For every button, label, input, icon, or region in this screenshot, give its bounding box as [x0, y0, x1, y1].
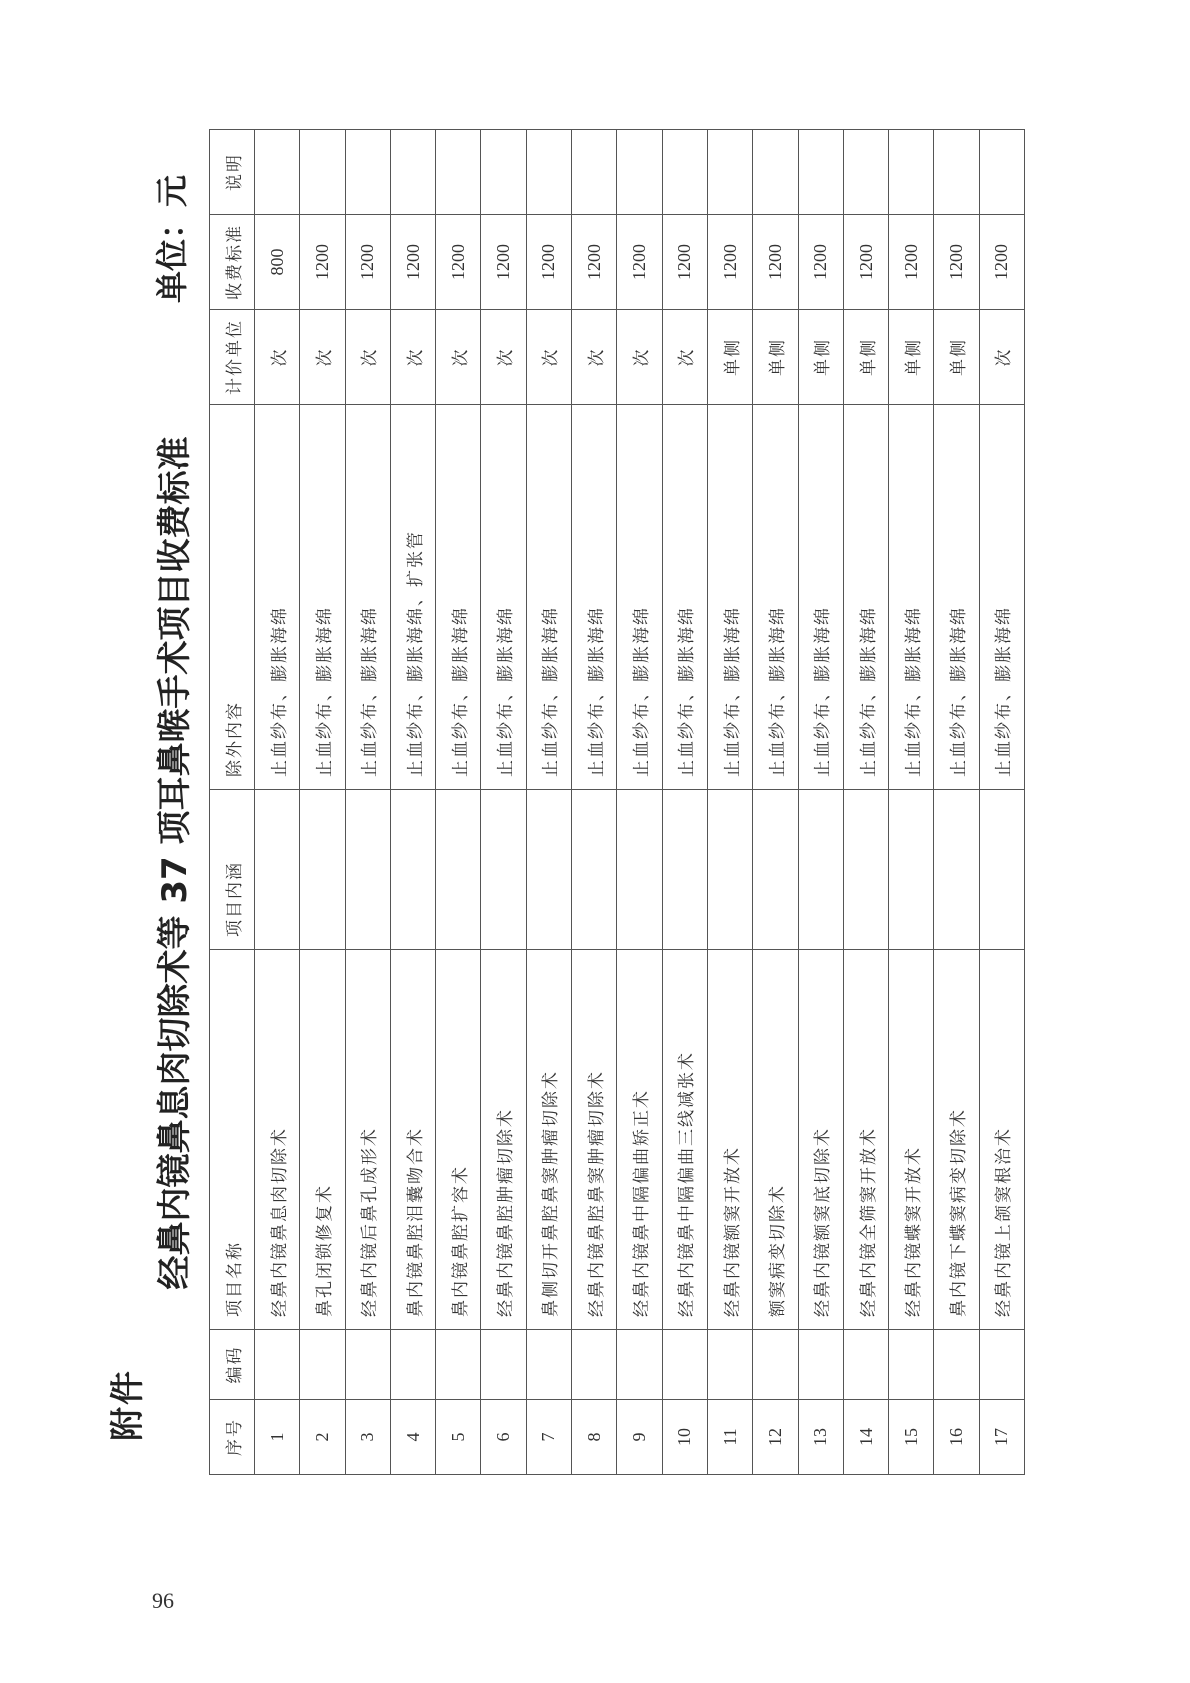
cell-connotation	[436, 790, 481, 950]
header-code: 编码	[210, 1330, 255, 1400]
cell-note	[345, 130, 390, 215]
cell-note	[481, 130, 526, 215]
cell-code	[436, 1330, 481, 1400]
header-excluded: 除外内容	[210, 405, 255, 790]
table-row	[707, 130, 752, 1475]
cell-fee: 1200	[979, 215, 1024, 310]
cell-connotation	[707, 790, 752, 950]
cell-note	[255, 130, 300, 215]
header-seq: 序号	[210, 1400, 255, 1475]
cell-name: 经鼻内镜鼻腔肿瘤切除术	[481, 950, 526, 1330]
cell-code	[662, 1330, 707, 1400]
cell-fee: 1200	[481, 215, 526, 310]
cell-code	[572, 1330, 617, 1400]
cell-connotation	[255, 790, 300, 950]
cell-seq: 3	[345, 1400, 390, 1475]
cell-seq: 2	[300, 1400, 345, 1475]
cell-connotation	[889, 790, 934, 950]
cell-seq: 15	[889, 1400, 934, 1475]
cell-fee: 1200	[300, 215, 345, 310]
cell-fee: 1200	[934, 215, 979, 310]
cell-fee: 1200	[662, 215, 707, 310]
cell-name: 鼻孔闭锁修复术	[300, 950, 345, 1330]
cell-code	[707, 1330, 752, 1400]
cell-name: 经鼻内镜蝶窦开放术	[889, 950, 934, 1330]
cell-unit: 次	[617, 310, 662, 405]
cell-unit: 次	[481, 310, 526, 405]
table-row	[481, 130, 526, 1475]
cell-seq: 10	[662, 1400, 707, 1475]
fee-table	[209, 129, 1025, 1475]
cell-connotation	[300, 790, 345, 950]
cell-note	[889, 130, 934, 215]
cell-note	[843, 130, 888, 215]
cell-fee: 1200	[707, 215, 752, 310]
header-note: 说明	[210, 130, 255, 215]
cell-seq: 13	[798, 1400, 843, 1475]
cell-unit: 单侧	[707, 310, 752, 405]
cell-excluded: 止血纱布、膨胀海绵	[798, 405, 843, 790]
header-fee: 收费标准	[210, 215, 255, 310]
cell-connotation	[753, 790, 798, 950]
cell-note	[526, 130, 571, 215]
table-row	[436, 130, 481, 1475]
cell-excluded: 止血纱布、膨胀海绵	[300, 405, 345, 790]
cell-name: 经鼻内镜全筛窦开放术	[843, 950, 888, 1330]
cell-name: 鼻内镜鼻腔泪囊吻合术	[390, 950, 435, 1330]
cell-connotation	[934, 790, 979, 950]
cell-excluded: 止血纱布、膨胀海绵	[979, 405, 1024, 790]
page-number: 96	[152, 1588, 174, 1613]
cell-seq: 1	[255, 1400, 300, 1475]
cell-note	[617, 130, 662, 215]
cell-name: 经鼻内镜后鼻孔成形术	[345, 950, 390, 1330]
cell-code	[481, 1330, 526, 1400]
cell-seq: 12	[753, 1400, 798, 1475]
header-connotation: 项目内涵	[210, 790, 255, 950]
table-row	[662, 130, 707, 1475]
cell-unit: 次	[979, 310, 1024, 405]
cell-note	[662, 130, 707, 215]
cell-name: 经鼻内镜额窦底切除术	[798, 950, 843, 1330]
cell-unit: 单侧	[753, 310, 798, 405]
cell-unit: 单侧	[798, 310, 843, 405]
cell-name: 经鼻内镜鼻中隔偏曲三线减张术	[662, 950, 707, 1330]
cell-name: 经鼻内镜上颌窦根治术	[979, 950, 1024, 1330]
cell-unit: 次	[300, 310, 345, 405]
cell-code	[345, 1330, 390, 1400]
cell-code	[889, 1330, 934, 1400]
cell-seq: 9	[617, 1400, 662, 1475]
table-row	[526, 130, 571, 1475]
table-row	[753, 130, 798, 1475]
annex-label: 附件	[108, 1369, 148, 1441]
cell-name: 额窦病变切除术	[753, 950, 798, 1330]
cell-name: 经鼻内镜额窦开放术	[707, 950, 752, 1330]
cell-excluded: 止血纱布、膨胀海绵	[255, 405, 300, 790]
cell-fee: 1200	[436, 215, 481, 310]
cell-seq: 8	[572, 1400, 617, 1475]
cell-seq: 17	[979, 1400, 1024, 1475]
cell-note	[798, 130, 843, 215]
cell-code	[979, 1330, 1024, 1400]
cell-excluded: 止血纱布、膨胀海绵	[345, 405, 390, 790]
cell-connotation	[526, 790, 571, 950]
cell-fee: 1200	[526, 215, 571, 310]
cell-fee: 800	[255, 215, 300, 310]
table-row	[300, 130, 345, 1475]
cell-excluded: 止血纱布、膨胀海绵	[526, 405, 571, 790]
cell-seq: 16	[934, 1400, 979, 1475]
cell-unit: 次	[526, 310, 571, 405]
cell-fee: 1200	[572, 215, 617, 310]
table-row	[255, 130, 300, 1475]
cell-connotation	[390, 790, 435, 950]
cell-note	[572, 130, 617, 215]
cell-excluded: 止血纱布、膨胀海绵、扩张管	[390, 405, 435, 790]
cell-excluded: 止血纱布、膨胀海绵	[707, 405, 752, 790]
table-row	[572, 130, 617, 1475]
cell-excluded: 止血纱布、膨胀海绵	[753, 405, 798, 790]
table-row	[390, 130, 435, 1475]
cell-note	[390, 130, 435, 215]
cell-unit: 单侧	[889, 310, 934, 405]
cell-note	[979, 130, 1024, 215]
cell-excluded: 止血纱布、膨胀海绵	[843, 405, 888, 790]
cell-seq: 11	[707, 1400, 752, 1475]
cell-unit: 次	[436, 310, 481, 405]
table-row	[843, 130, 888, 1475]
cell-code	[843, 1330, 888, 1400]
table-row	[934, 130, 979, 1475]
cell-name: 鼻内镜鼻腔扩容术	[436, 950, 481, 1330]
cell-note	[753, 130, 798, 215]
cell-name: 经鼻内镜鼻腔鼻窦肿瘤切除术	[572, 950, 617, 1330]
cell-connotation	[979, 790, 1024, 950]
cell-seq: 7	[526, 1400, 571, 1475]
cell-excluded: 止血纱布、膨胀海绵	[572, 405, 617, 790]
table-row	[979, 130, 1024, 1475]
cell-fee: 1200	[889, 215, 934, 310]
page-title: 经鼻内镜鼻息肉切除术等 37 项耳鼻喉手术项目收费标准	[155, 436, 195, 1290]
cell-unit: 次	[255, 310, 300, 405]
cell-note	[707, 130, 752, 215]
cell-fee: 1200	[617, 215, 662, 310]
cell-note	[300, 130, 345, 215]
cell-connotation	[798, 790, 843, 950]
cell-unit: 次	[390, 310, 435, 405]
table-row	[345, 130, 390, 1475]
cell-code	[300, 1330, 345, 1400]
header-name: 项目名称	[210, 950, 255, 1330]
cell-seq: 14	[843, 1400, 888, 1475]
cell-fee: 1200	[345, 215, 390, 310]
cell-unit: 次	[345, 310, 390, 405]
cell-fee: 1200	[390, 215, 435, 310]
cell-connotation	[617, 790, 662, 950]
cell-code	[934, 1330, 979, 1400]
cell-excluded: 止血纱布、膨胀海绵	[481, 405, 526, 790]
cell-connotation	[345, 790, 390, 950]
cell-note	[436, 130, 481, 215]
cell-seq: 6	[481, 1400, 526, 1475]
cell-connotation	[481, 790, 526, 950]
header-unit: 计价单位	[210, 310, 255, 405]
table-row	[889, 130, 934, 1475]
cell-excluded: 止血纱布、膨胀海绵	[662, 405, 707, 790]
cell-code	[753, 1330, 798, 1400]
cell-fee: 1200	[843, 215, 888, 310]
cell-code	[798, 1330, 843, 1400]
cell-connotation	[572, 790, 617, 950]
cell-name: 鼻内镜下蝶窦病变切除术	[934, 950, 979, 1330]
cell-name: 鼻侧切开鼻腔鼻窦肿瘤切除术	[526, 950, 571, 1330]
table-body	[255, 130, 1025, 1475]
cell-connotation	[662, 790, 707, 950]
table-row	[798, 130, 843, 1475]
cell-unit: 次	[662, 310, 707, 405]
cell-code	[390, 1330, 435, 1400]
cell-connotation	[843, 790, 888, 950]
cell-unit: 单侧	[934, 310, 979, 405]
table-header-row	[210, 130, 255, 1475]
cell-excluded: 止血纱布、膨胀海绵	[889, 405, 934, 790]
table-row	[617, 130, 662, 1475]
cell-excluded: 止血纱布、膨胀海绵	[436, 405, 481, 790]
cell-code	[617, 1330, 662, 1400]
cell-code	[526, 1330, 571, 1400]
cell-fee: 1200	[753, 215, 798, 310]
cell-name: 经鼻内镜鼻中隔偏曲矫正术	[617, 950, 662, 1330]
cell-name: 经鼻内镜鼻息肉切除术	[255, 950, 300, 1330]
cell-code	[255, 1330, 300, 1400]
cell-unit: 单侧	[843, 310, 888, 405]
cell-unit: 次	[572, 310, 617, 405]
cell-excluded: 止血纱布、膨胀海绵	[934, 405, 979, 790]
unit-label: 单位：元	[153, 174, 191, 303]
cell-fee: 1200	[798, 215, 843, 310]
cell-seq: 5	[436, 1400, 481, 1475]
cell-seq: 4	[390, 1400, 435, 1475]
cell-excluded: 止血纱布、膨胀海绵	[617, 405, 662, 790]
cell-note	[934, 130, 979, 215]
